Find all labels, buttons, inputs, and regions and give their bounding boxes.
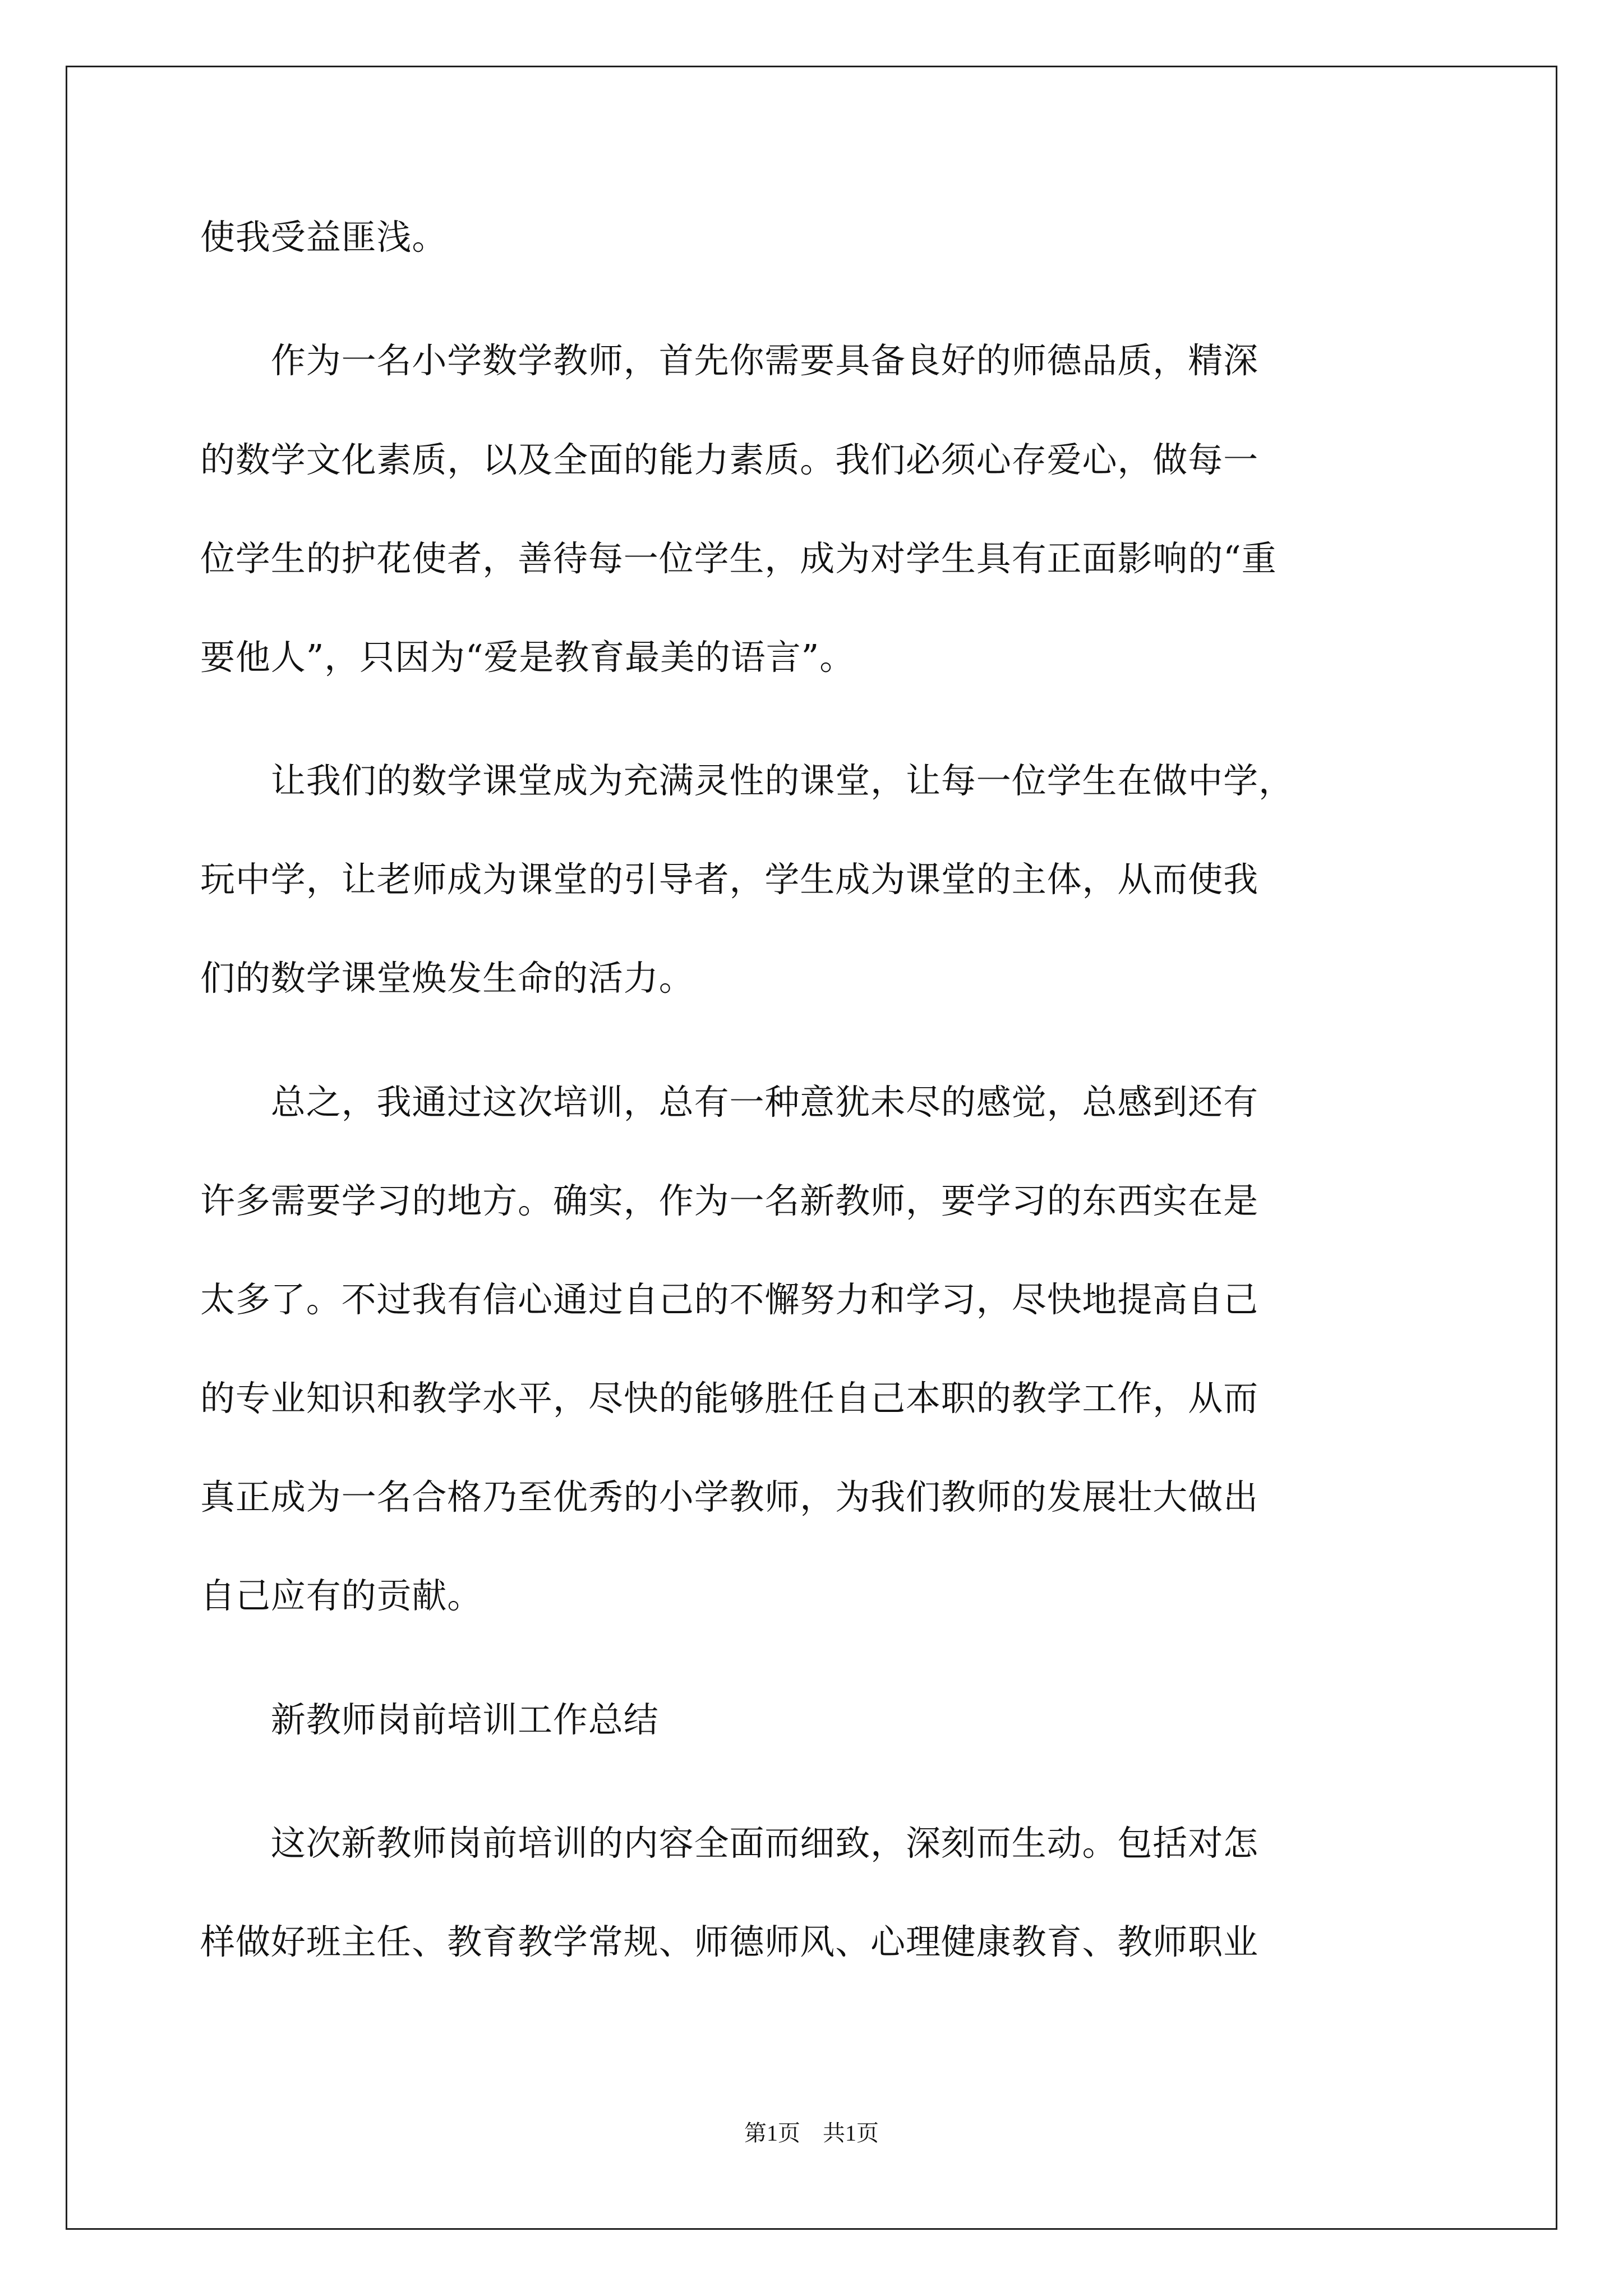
text-line: 让我们的数学课堂成为充满灵性的课堂，让每一位学生在做中学， <box>200 760 1294 801</box>
text-line: 要他人”，只因为“爱是教育最美的语言”。 <box>200 637 855 678</box>
text-line: 真正成为一名合格乃至优秀的小学教师，为我们教师的发展壮大做出 <box>200 1476 1259 1517</box>
section-heading: 新教师岗前培训工作总结 <box>200 1699 659 1740</box>
text-line: 自己应有的贡献。 <box>200 1575 483 1616</box>
text-line: 许多需要学习的地方。确实，作为一名新教师，要学习的东西实在是 <box>200 1180 1259 1221</box>
text-line: 样做好班主任、教育教学常规、师德师风、心理健康教育、教师职业 <box>200 1921 1259 1962</box>
text-line: 们的数学课堂焕发生命的活力。 <box>200 958 694 999</box>
text-line: 玩中学，让老师成为课堂的引导者，学生成为课堂的主体，从而使我 <box>200 859 1259 900</box>
text-line: 的数学文化素质，以及全面的能力素质。我们必须心存爱心，做每一 <box>200 439 1259 480</box>
text-line: 总之，我通过这次培训，总有一种意犹未尽的感觉，总感到还有 <box>200 1082 1259 1122</box>
page-number: 第1页 共1页 <box>744 2120 879 2146</box>
text-line: 作为一名小学数学教师，首先你需要具备良好的师德品质，精深 <box>200 340 1259 381</box>
text-line: 使我受益匪浅。 <box>200 217 448 257</box>
page-footer <box>0 2119 1623 2147</box>
text-line: 的专业知识和教学水平，尽快的能够胜任自己本职的教学工作，从而 <box>200 1378 1259 1419</box>
text-line: 位学生的护花使者，善待每一位学生，成为对学生具有正面影响的“重 <box>200 538 1277 579</box>
page-border <box>66 66 1557 2230</box>
text-line: 这次新教师岗前培训的内容全面而细致，深刻而生动。包括对怎 <box>200 1823 1259 1864</box>
text-line: 太多了。不过我有信心通过自己的不懈努力和学习，尽快地提高自己 <box>200 1279 1259 1320</box>
